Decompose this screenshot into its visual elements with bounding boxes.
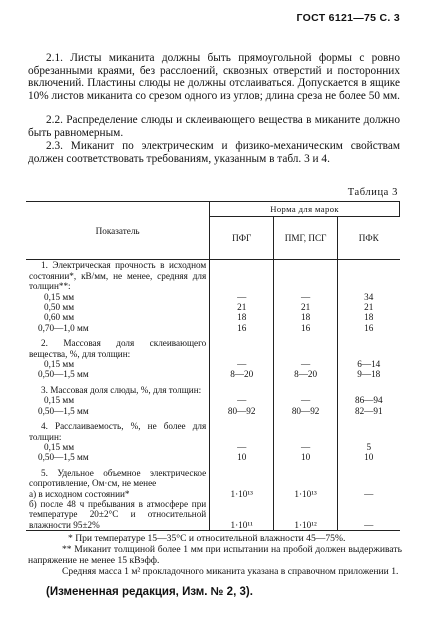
properties-table: [26, 201, 400, 531]
cell-value: 9—18: [338, 369, 400, 379]
cell-value: —: [274, 359, 338, 369]
row-label: 2. Массовая доля склеивающего вещества, %, для толщин:: [29, 338, 207, 359]
cell-value: [210, 260, 274, 292]
row-label: а) в исходном состоянии*: [29, 488, 130, 499]
cell-value: 6—14: [338, 359, 400, 369]
cell-value: 16: [210, 323, 274, 333]
row-label: 0,50—1,5 мм: [38, 405, 89, 416]
cell-value: [338, 385, 400, 395]
cell-value: [338, 421, 400, 442]
table-row: [26, 302, 400, 312]
cell-value: 1·10¹³: [274, 489, 338, 499]
row-label: 0,15 мм: [44, 291, 75, 302]
column-header-norm: Норма для марок: [210, 202, 400, 217]
cell-value: 21: [210, 302, 274, 312]
table-row: [26, 359, 400, 369]
cell-value: —: [274, 292, 338, 302]
cell-value: [338, 468, 400, 489]
cell-value: [274, 260, 338, 292]
table-row: [26, 369, 400, 379]
cell-value: [274, 338, 338, 359]
row-label: б) после 48 ч пребывания в атмосфере при температуре 20±2°С и относительной влажности 95±2%: [29, 498, 207, 530]
table-row: [26, 292, 400, 302]
row-label: 4. Расслаиваемость, %, не более для толщин:: [29, 421, 207, 442]
cell-value: 16: [274, 323, 338, 333]
cell-value: [210, 385, 274, 395]
cell-value: 1·10¹²: [274, 499, 338, 531]
column-header-grade: ПФГ: [210, 217, 274, 260]
cell-value: 86—94: [338, 395, 400, 405]
cell-value: 34: [338, 292, 400, 302]
cell-value: [274, 421, 338, 442]
cell-value: [274, 385, 338, 395]
row-label: 5. Удельное объемное электрическое сопротивление, Ом·см, не менее: [29, 467, 207, 489]
table-row: [26, 260, 400, 292]
cell-value: —: [338, 489, 400, 499]
footnote: Средняя масса 1 м² прокладочного миканита указана в справочном приложении 1.: [62, 566, 399, 577]
table-row: [26, 323, 400, 333]
cell-value: [338, 260, 400, 292]
row-label: 3. Массовая доля слюды, %, для толщин:: [41, 384, 202, 395]
row-label: 0,70—1,0 мм: [38, 322, 89, 333]
cell-value: 16: [338, 323, 400, 333]
cell-value: —: [210, 442, 274, 452]
cell-value: 1·10¹³: [210, 489, 274, 499]
cell-value: 21: [338, 302, 400, 312]
cell-value: [338, 338, 400, 359]
table-row: [26, 421, 400, 442]
cell-value: —: [210, 292, 274, 302]
column-header-indicator: Показатель: [26, 202, 210, 260]
revision-note: (Измененная редакция, Изм. № 2, 3).: [46, 586, 253, 598]
cell-value: 80—92: [210, 406, 274, 416]
cell-value: —: [210, 395, 274, 405]
table-body: [26, 260, 400, 531]
footnote: ** Миканит толщиной более 1 мм при испытании на пробой должен выдерживать напряжение не менее 15 кВэфф.: [28, 544, 402, 566]
cell-value: —: [210, 359, 274, 369]
cell-value: 18: [210, 312, 274, 322]
paragraph-2-1: 2.1. Листы миканита должны быть прямоугольной формы с ровно обрезанными краями, без расслоений, сквозных отверстий и посторонних включений. Пластины слюды не должны отслаиваться. Допускается в ящике 10% листов миканита со срезом одного из углов; длина среза не более 50 мм.: [28, 52, 400, 102]
table-caption: Таблица 3: [347, 187, 398, 198]
table-row: [26, 489, 400, 499]
table-row: [26, 395, 400, 405]
cell-value: 18: [274, 312, 338, 322]
row-label: 0,60 мм: [44, 312, 75, 323]
row-label: 1. Электрическая прочность в исходном состоянии*, кВ/мм, не менее, средняя для толщин**:: [29, 260, 207, 292]
cell-value: 5: [338, 442, 400, 452]
cell-value: 10: [338, 452, 400, 462]
column-header-grade: ПМГ, ПСГ: [274, 217, 338, 260]
cell-value: —: [338, 499, 400, 531]
column-header-grade: ПФК: [338, 217, 400, 260]
table-row: [26, 468, 400, 489]
table-row: [26, 406, 400, 416]
row-label: 0,50—1,5 мм: [38, 452, 89, 463]
page-header: ГОСТ 6121—75 С. 3: [296, 12, 400, 24]
table-row: [26, 499, 400, 531]
row-label: 0,15 мм: [44, 441, 75, 452]
row-label: 0,50—1,5 мм: [38, 369, 89, 380]
row-label: 0,50 мм: [44, 302, 75, 313]
cell-value: [210, 421, 274, 442]
table-row: [26, 442, 400, 452]
cell-value: —: [274, 395, 338, 405]
paragraph-2-3: 2.3. Миканит по электрическим и физико-механическим свойствам должен соответствовать требованиям, указанным в табл. 3 и 4.: [28, 140, 400, 165]
cell-value: 82—91: [338, 406, 400, 416]
cell-value: 8—20: [210, 369, 274, 379]
cell-value: —: [274, 442, 338, 452]
table-row: [26, 452, 400, 462]
cell-value: [274, 468, 338, 489]
row-label: 0,15 мм: [44, 395, 75, 406]
footnote: * При температуре 15—35°С и относительной влажности 45—75%.: [68, 533, 346, 544]
cell-value: 10: [210, 452, 274, 462]
table-row: [26, 312, 400, 322]
cell-value: 8—20: [274, 369, 338, 379]
cell-value: 10: [274, 452, 338, 462]
cell-value: [210, 468, 274, 489]
table-row: [26, 338, 400, 359]
cell-value: 18: [338, 312, 400, 322]
cell-value: 21: [274, 302, 338, 312]
paragraph-2-2: 2.2. Распределение слюды и склеивающего вещества в миканите должно быть равномерным.: [28, 114, 400, 139]
table-row: [26, 385, 400, 395]
cell-value: 80—92: [274, 406, 338, 416]
row-label: 0,15 мм: [44, 359, 75, 370]
cell-value: [210, 338, 274, 359]
cell-value: 1·10¹¹: [210, 499, 274, 531]
